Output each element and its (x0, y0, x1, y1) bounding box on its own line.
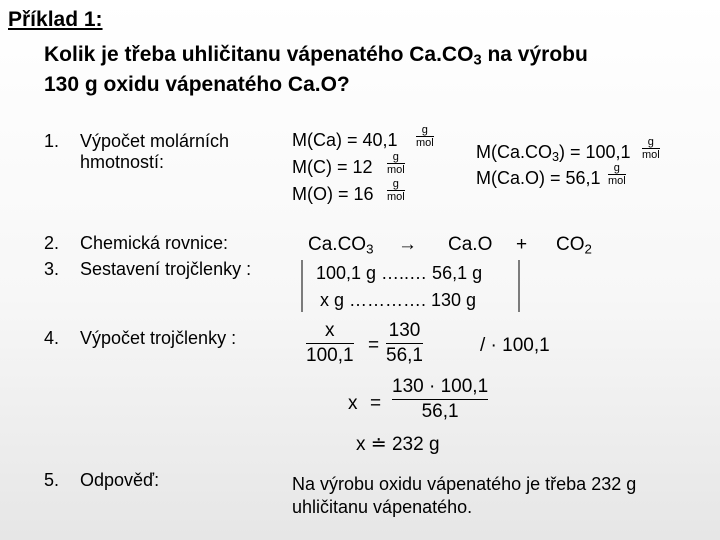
unit-fraction-ca: g mol (416, 124, 434, 149)
step-5-number: 5. (44, 470, 60, 490)
step-4-text: Výpočet trojčlenky : (80, 328, 237, 348)
step-3-text: Sestavení trojčlenky : (80, 259, 252, 279)
molar-mass-c: M(C) = 12 (292, 157, 373, 177)
equation-product-cao: Ca.O (448, 234, 493, 255)
fraction-x-over-100-1: x 100,1 (306, 320, 354, 366)
equation-plus: + (516, 234, 528, 255)
fraction-130-over-56-1: 130 56,1 (386, 320, 423, 366)
calc-equals-2: = (370, 393, 382, 414)
triple-row-2: x g …………. 130 g (320, 290, 477, 310)
equation-reactant: $Ca.CO_3$ (308, 234, 374, 257)
answer-line-1: Na výrobu oxidu vápenatého je třeba 232 g (292, 474, 637, 494)
equation-product-co2: $CO_2$ (556, 234, 592, 257)
molar-mass-caco3: $M(Ca.CO_3) = 100,1$ (476, 142, 631, 165)
triple-bracket-lines (300, 256, 530, 316)
question-line-1: Kolik je třeba uhličitanu vápenatého $Ca.CO_3$ na výrobu (44, 43, 588, 69)
unit-fraction-c: g mol (387, 151, 405, 176)
calc-equals: = (368, 335, 380, 356)
calc-result: x ≐ 232 g (356, 434, 440, 455)
fraction-product-over-56-1: 130 · 100,1 56,1 (392, 376, 489, 422)
example-heading: Příklad 1: (8, 8, 103, 31)
equation-arrow: → (398, 234, 417, 255)
step-2-number: 2. (44, 233, 60, 253)
step-5-text: Odpověď: (80, 470, 160, 490)
unit-fraction-o: g mol (387, 178, 405, 203)
triple-row-1: 100,1 g …..… 56,1 g (316, 263, 483, 283)
step-4-number: 4. (44, 328, 60, 348)
multiply-both-sides: / · 100,1 (480, 335, 550, 356)
unit-fraction-caco3: g mol (642, 136, 660, 161)
molar-mass-ca: M(Ca) = 40,1 (292, 130, 398, 150)
molar-mass-cao: M(Ca.O) = 56,1 (476, 168, 601, 188)
step-1-text: Výpočet molárních hmotností: (80, 131, 230, 172)
answer-line-2: uhličitanu vápenatého. (292, 497, 473, 517)
molar-mass-o: M(O) = 16 (292, 184, 374, 204)
unit-fraction-cao: g mol (608, 162, 626, 187)
calc-x-2: x (348, 393, 358, 414)
question-line-2: 130 g oxidu vápenatého Ca.O? (44, 73, 350, 96)
step-1-number: 1. (44, 131, 60, 151)
step-2-text: Chemická rovnice: (80, 233, 229, 253)
step-3-number: 3. (44, 259, 60, 279)
